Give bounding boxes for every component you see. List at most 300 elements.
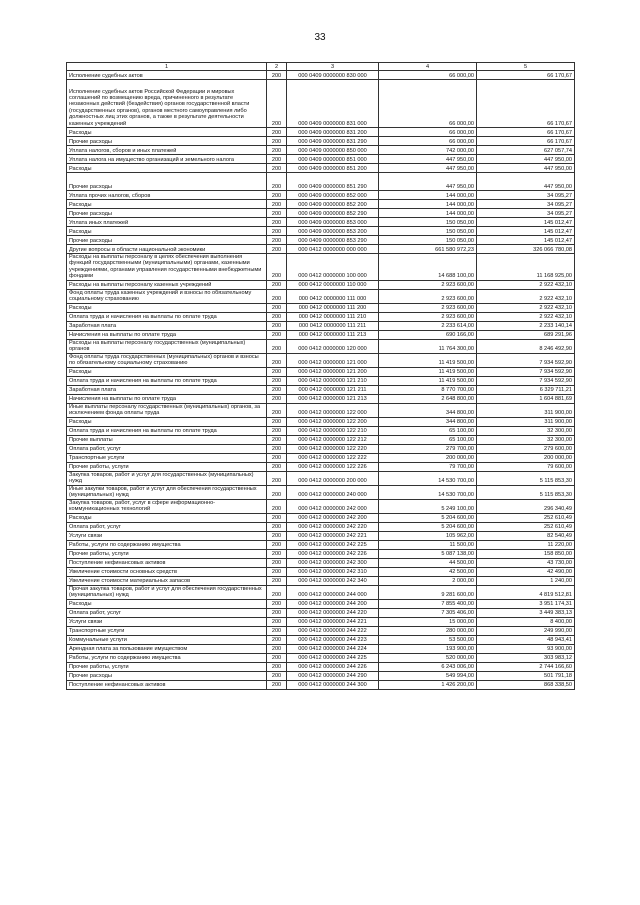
table-row <box>67 353 575 367</box>
row-name-cell: Прочие работы, услуги <box>67 462 267 471</box>
column-header-executed: 5 <box>477 63 575 71</box>
row-admin-code-cell: 200 <box>267 403 287 417</box>
row-admin-code-cell: 200 <box>267 80 287 128</box>
row-approved-amount-cell: 7 855 400,00 <box>379 599 477 608</box>
row-admin-code-cell: 200 <box>267 200 287 209</box>
row-admin-code-cell: 200 <box>267 227 287 236</box>
row-executed-amount-cell: 5 115 853,30 <box>477 471 575 485</box>
row-admin-code-cell: 200 <box>267 671 287 680</box>
table-row <box>67 312 575 321</box>
table-row <box>67 644 575 653</box>
row-name-cell: Уплата налога на имущество организаций и земельного налога <box>67 155 267 164</box>
row-executed-amount-cell: 145 012,47 <box>477 218 575 227</box>
row-approved-amount-cell: 7 305 406,00 <box>379 608 477 617</box>
row-admin-code-cell: 200 <box>267 376 287 385</box>
row-name-cell: Работы, услуги по содержанию имущества <box>67 653 267 662</box>
row-approved-amount-cell: 11 500,00 <box>379 540 477 549</box>
row-name-cell: Прочие выплаты <box>67 435 267 444</box>
row-budget-code-cell: 000 0412 0000000 244 220 <box>287 608 379 617</box>
row-admin-code-cell: 200 <box>267 321 287 330</box>
row-approved-amount-cell: 150 050,00 <box>379 236 477 245</box>
row-admin-code-cell: 200 <box>267 585 287 599</box>
row-executed-amount-cell: 82 540,49 <box>477 531 575 540</box>
row-name-cell: Уплата налогов, сборов и иных платежей <box>67 146 267 155</box>
row-admin-code-cell: 200 <box>267 522 287 531</box>
row-executed-amount-cell: 1 604 881,69 <box>477 394 575 403</box>
row-admin-code-cell: 200 <box>267 128 287 137</box>
row-budget-code-cell: 000 0412 0000000 244 200 <box>287 599 379 608</box>
table-row <box>67 146 575 155</box>
table-row <box>67 635 575 644</box>
row-admin-code-cell: 200 <box>267 254 287 281</box>
row-name-cell: Расходы <box>67 367 267 376</box>
table-body <box>67 71 575 690</box>
row-admin-code-cell: 200 <box>267 218 287 227</box>
row-executed-amount-cell: 4 819 512,81 <box>477 585 575 599</box>
row-admin-code-cell: 200 <box>267 303 287 312</box>
table-row <box>67 289 575 303</box>
row-approved-amount-cell: 144 000,00 <box>379 191 477 200</box>
row-budget-code-cell: 000 0409 0000000 831 290 <box>287 137 379 146</box>
row-admin-code-cell: 200 <box>267 485 287 499</box>
row-admin-code-cell: 200 <box>267 330 287 339</box>
row-executed-amount-cell: 3 449 383,13 <box>477 608 575 617</box>
table-row <box>67 236 575 245</box>
column-header-code: 3 <box>287 63 379 71</box>
row-approved-amount-cell: 144 000,00 <box>379 209 477 218</box>
row-name-cell: Расходы на выплаты персоналу казенных учреждений <box>67 280 267 289</box>
table-row <box>67 576 575 585</box>
row-budget-code-cell: 000 0412 0000000 242 340 <box>287 576 379 585</box>
row-name-cell: Прочие расходы <box>67 209 267 218</box>
row-name-cell: Закупка товаров, работ и услуг для государственных (муниципальных) нужд <box>67 471 267 485</box>
row-approved-amount-cell: 447 950,00 <box>379 155 477 164</box>
row-approved-amount-cell: 447 950,00 <box>379 173 477 191</box>
table-row <box>67 280 575 289</box>
row-name-cell: Прочие работы, услуги <box>67 662 267 671</box>
budget-execution-table <box>66 62 575 690</box>
row-executed-amount-cell: 145 012,47 <box>477 236 575 245</box>
row-executed-amount-cell: 868 338,50 <box>477 680 575 689</box>
row-name-cell: Другие вопросы в области национальной экономики <box>67 245 267 254</box>
table-row <box>67 558 575 567</box>
row-admin-code-cell: 200 <box>267 353 287 367</box>
row-approved-amount-cell: 44 500,00 <box>379 558 477 567</box>
row-name-cell: Прочие расходы <box>67 173 267 191</box>
row-approved-amount-cell: 11 419 500,00 <box>379 353 477 367</box>
row-name-cell: Заработная плата <box>67 321 267 330</box>
row-admin-code-cell: 200 <box>267 540 287 549</box>
row-approved-amount-cell: 8 770 700,00 <box>379 385 477 394</box>
row-admin-code-cell: 200 <box>267 155 287 164</box>
row-budget-code-cell: 000 0412 0000000 244 226 <box>287 662 379 671</box>
row-approved-amount-cell: 2 923 600,00 <box>379 280 477 289</box>
row-executed-amount-cell: 447 950,00 <box>477 164 575 173</box>
row-admin-code-cell: 200 <box>267 635 287 644</box>
row-name-cell: Расходы <box>67 200 267 209</box>
row-approved-amount-cell: 690 166,00 <box>379 330 477 339</box>
row-budget-code-cell: 000 0412 0000000 242 310 <box>287 567 379 576</box>
table-row <box>67 330 575 339</box>
row-admin-code-cell: 200 <box>267 435 287 444</box>
table-row <box>67 376 575 385</box>
row-admin-code-cell: 200 <box>267 209 287 218</box>
row-budget-code-cell: 000 0409 0000000 852 290 <box>287 209 379 218</box>
row-executed-amount-cell: 8 400,00 <box>477 617 575 626</box>
row-name-cell: Оплата труда и начисления на выплаты по оплате труда <box>67 376 267 385</box>
table-row <box>67 80 575 128</box>
row-name-cell: Коммунальные услуги <box>67 635 267 644</box>
row-approved-amount-cell: 11 419 500,00 <box>379 367 477 376</box>
row-approved-amount-cell: 65 100,00 <box>379 435 477 444</box>
row-approved-amount-cell: 150 050,00 <box>379 218 477 227</box>
row-admin-code-cell: 200 <box>267 339 287 353</box>
row-admin-code-cell: 200 <box>267 462 287 471</box>
row-admin-code-cell: 200 <box>267 558 287 567</box>
table-row <box>67 540 575 549</box>
row-executed-amount-cell: 66 170,67 <box>477 80 575 128</box>
table-row <box>67 531 575 540</box>
row-executed-amount-cell: 279 600,00 <box>477 444 575 453</box>
row-admin-code-cell: 200 <box>267 549 287 558</box>
row-admin-code-cell: 200 <box>267 644 287 653</box>
table-row <box>67 444 575 453</box>
table-row <box>67 209 575 218</box>
table-row <box>67 671 575 680</box>
table-row <box>67 567 575 576</box>
row-executed-amount-cell: 2 744 166,60 <box>477 662 575 671</box>
row-name-cell: Оплата работ, услуг <box>67 444 267 453</box>
row-budget-code-cell: 000 0412 0000000 111 213 <box>287 330 379 339</box>
row-executed-amount-cell: 303 983,12 <box>477 653 575 662</box>
row-budget-code-cell: 000 0412 0000000 244 223 <box>287 635 379 644</box>
row-budget-code-cell: 000 0412 0000000 121 213 <box>287 394 379 403</box>
row-name-cell: Расходы <box>67 417 267 426</box>
row-approved-amount-cell: 2 000,00 <box>379 576 477 585</box>
row-budget-code-cell: 000 0409 0000000 831 200 <box>287 128 379 137</box>
row-approved-amount-cell: 66 000,00 <box>379 71 477 80</box>
row-approved-amount-cell: 14 688 100,00 <box>379 254 477 281</box>
row-approved-amount-cell: 5 204 600,00 <box>379 522 477 531</box>
row-executed-amount-cell: 34 095,27 <box>477 191 575 200</box>
table-row <box>67 137 575 146</box>
row-budget-code-cell: 000 0412 0000000 244 300 <box>287 680 379 689</box>
table-row <box>67 245 575 254</box>
row-admin-code-cell: 200 <box>267 499 287 513</box>
row-executed-amount-cell: 501 791,18 <box>477 671 575 680</box>
row-budget-code-cell: 000 0412 0000000 242 225 <box>287 540 379 549</box>
row-name-cell: Уплата иных платежей <box>67 218 267 227</box>
row-budget-code-cell: 000 0409 0000000 851 290 <box>287 173 379 191</box>
row-approved-amount-cell: 11 764 300,00 <box>379 339 477 353</box>
row-executed-amount-cell: 252 610,49 <box>477 522 575 531</box>
row-executed-amount-cell: 2 922 432,10 <box>477 280 575 289</box>
row-budget-code-cell: 000 0409 0000000 852 200 <box>287 200 379 209</box>
row-budget-code-cell: 000 0412 0000000 244 225 <box>287 653 379 662</box>
row-name-cell: Увеличение стоимости материальных запасов <box>67 576 267 585</box>
row-budget-code-cell: 000 0412 0000000 000 000 <box>287 245 379 254</box>
row-executed-amount-cell: 93 900,00 <box>477 644 575 653</box>
row-approved-amount-cell: 742 000,00 <box>379 146 477 155</box>
row-executed-amount-cell: 7 934 592,90 <box>477 367 575 376</box>
row-name-cell: Фонд оплаты труда государственных (муниципальных) органов и взносы по обязательному социальному страхованию <box>67 353 267 367</box>
table-row <box>67 499 575 513</box>
row-executed-amount-cell: 7 934 592,90 <box>477 376 575 385</box>
row-budget-code-cell: 000 0412 0000000 122 210 <box>287 426 379 435</box>
column-header-admin: 2 <box>267 63 287 71</box>
row-name-cell: Расходы <box>67 128 267 137</box>
table-row <box>67 585 575 599</box>
row-executed-amount-cell: 6 329 711,21 <box>477 385 575 394</box>
row-budget-code-cell: 000 0409 0000000 853 000 <box>287 218 379 227</box>
row-budget-code-cell: 000 0412 0000000 122 220 <box>287 444 379 453</box>
row-name-cell: Фонд оплаты труда казенных учреждений и взносы по обязательному социальному страхованию <box>67 289 267 303</box>
row-admin-code-cell: 200 <box>267 444 287 453</box>
table-row <box>67 128 575 137</box>
row-approved-amount-cell: 279 700,00 <box>379 444 477 453</box>
row-name-cell: Транспортные услуги <box>67 626 267 635</box>
table-row <box>67 426 575 435</box>
row-executed-amount-cell: 11 168 925,00 <box>477 254 575 281</box>
row-name-cell: Прочие расходы <box>67 236 267 245</box>
row-budget-code-cell: 000 0412 0000000 244 290 <box>287 671 379 680</box>
row-name-cell: Начисления на выплаты по оплате труда <box>67 330 267 339</box>
row-executed-amount-cell: 627 057,74 <box>477 146 575 155</box>
row-name-cell: Оплата работ, услуг <box>67 608 267 617</box>
row-name-cell: Поступление нефинансовых активов <box>67 558 267 567</box>
table-row <box>67 549 575 558</box>
row-budget-code-cell: 000 0412 0000000 122 212 <box>287 435 379 444</box>
row-budget-code-cell: 000 0412 0000000 242 226 <box>287 549 379 558</box>
row-budget-code-cell: 000 0409 0000000 830 000 <box>287 71 379 80</box>
row-admin-code-cell: 200 <box>267 576 287 585</box>
table-row <box>67 155 575 164</box>
row-name-cell: Оплата труда и начисления на выплаты по оплате труда <box>67 426 267 435</box>
table-row <box>67 471 575 485</box>
row-executed-amount-cell: 5 115 853,30 <box>477 485 575 499</box>
row-name-cell: Оплата труда и начисления на выплаты по оплате труда <box>67 312 267 321</box>
row-approved-amount-cell: 520 000,00 <box>379 653 477 662</box>
table-header-row <box>67 63 575 71</box>
row-executed-amount-cell: 66 170,67 <box>477 71 575 80</box>
row-approved-amount-cell: 2 923 600,00 <box>379 289 477 303</box>
table-row <box>67 435 575 444</box>
row-budget-code-cell: 000 0412 0000000 111 210 <box>287 312 379 321</box>
table-row <box>67 227 575 236</box>
row-approved-amount-cell: 14 530 700,00 <box>379 485 477 499</box>
row-approved-amount-cell: 200 000,00 <box>379 453 477 462</box>
row-admin-code-cell: 200 <box>267 394 287 403</box>
row-approved-amount-cell: 42 500,00 <box>379 567 477 576</box>
row-budget-code-cell: 000 0412 0000000 110 000 <box>287 280 379 289</box>
row-admin-code-cell: 200 <box>267 426 287 435</box>
row-executed-amount-cell: 249 990,00 <box>477 626 575 635</box>
table-row <box>67 71 575 80</box>
row-name-cell: Транспортные услуги <box>67 453 267 462</box>
column-header-name: 1 <box>67 63 267 71</box>
row-executed-amount-cell: 2 922 432,10 <box>477 289 575 303</box>
table-row <box>67 254 575 281</box>
row-admin-code-cell: 200 <box>267 236 287 245</box>
row-name-cell: Уплата прочих налогов, сборов <box>67 191 267 200</box>
row-budget-code-cell: 000 0409 0000000 851 000 <box>287 155 379 164</box>
row-name-cell: Прочая закупка товаров, работ и услуг для обеспечения государственных (муниципальных) нужд <box>67 585 267 599</box>
row-executed-amount-cell: 3 951 174,31 <box>477 599 575 608</box>
row-executed-amount-cell: 34 095,27 <box>477 209 575 218</box>
row-executed-amount-cell: 2 922 432,10 <box>477 303 575 312</box>
row-executed-amount-cell: 252 610,49 <box>477 513 575 522</box>
row-executed-amount-cell: 8 246 492,90 <box>477 339 575 353</box>
row-admin-code-cell: 200 <box>267 312 287 321</box>
table-row <box>67 608 575 617</box>
row-name-cell: Прочие расходы <box>67 137 267 146</box>
row-name-cell: Работы, услуги по содержанию имущества <box>67 540 267 549</box>
row-budget-code-cell: 000 0412 0000000 121 210 <box>287 376 379 385</box>
table-row <box>67 385 575 394</box>
row-name-cell: Начисления на выплаты по оплате труда <box>67 394 267 403</box>
table-row <box>67 173 575 191</box>
row-executed-amount-cell: 32 300,00 <box>477 435 575 444</box>
row-admin-code-cell: 200 <box>267 385 287 394</box>
row-executed-amount-cell: 2 233 140,14 <box>477 321 575 330</box>
row-executed-amount-cell: 34 095,27 <box>477 200 575 209</box>
row-admin-code-cell: 200 <box>267 146 287 155</box>
row-approved-amount-cell: 193 900,00 <box>379 644 477 653</box>
row-budget-code-cell: 000 0412 0000000 244 222 <box>287 626 379 635</box>
row-budget-code-cell: 000 0412 0000000 122 222 <box>287 453 379 462</box>
row-budget-code-cell: 000 0412 0000000 240 000 <box>287 485 379 499</box>
row-budget-code-cell: 000 0409 0000000 852 000 <box>287 191 379 200</box>
row-budget-code-cell: 000 0412 0000000 121 211 <box>287 385 379 394</box>
row-admin-code-cell: 200 <box>267 164 287 173</box>
row-executed-amount-cell: 311 900,00 <box>477 417 575 426</box>
row-approved-amount-cell: 280 000,00 <box>379 626 477 635</box>
row-executed-amount-cell: 311 900,00 <box>477 403 575 417</box>
row-budget-code-cell: 000 0412 0000000 242 300 <box>287 558 379 567</box>
table-row <box>67 339 575 353</box>
row-admin-code-cell: 200 <box>267 280 287 289</box>
row-name-cell: Арендная плата за пользование имуществом <box>67 644 267 653</box>
table-row <box>67 321 575 330</box>
row-name-cell: Расходы <box>67 599 267 608</box>
row-budget-code-cell: 000 0412 0000000 122 226 <box>287 462 379 471</box>
row-executed-amount-cell: 158 850,00 <box>477 549 575 558</box>
row-approved-amount-cell: 6 243 006,00 <box>379 662 477 671</box>
row-executed-amount-cell: 689 291,96 <box>477 330 575 339</box>
table-row <box>67 522 575 531</box>
row-admin-code-cell: 200 <box>267 680 287 689</box>
table-row <box>67 164 575 173</box>
row-budget-code-cell: 000 0412 0000000 200 000 <box>287 471 379 485</box>
row-budget-code-cell: 000 0412 0000000 244 221 <box>287 617 379 626</box>
row-budget-code-cell: 000 0412 0000000 111 200 <box>287 303 379 312</box>
row-executed-amount-cell: 200 000,00 <box>477 453 575 462</box>
row-admin-code-cell: 200 <box>267 513 287 522</box>
row-name-cell: Заработная плата <box>67 385 267 394</box>
row-name-cell: Услуги связи <box>67 531 267 540</box>
row-name-cell: Расходы <box>67 303 267 312</box>
row-budget-code-cell: 000 0409 0000000 853 200 <box>287 227 379 236</box>
row-approved-amount-cell: 53 500,00 <box>379 635 477 644</box>
row-budget-code-cell: 000 0412 0000000 242 220 <box>287 522 379 531</box>
row-budget-code-cell: 000 0412 0000000 121 000 <box>287 353 379 367</box>
row-executed-amount-cell: 145 012,47 <box>477 227 575 236</box>
row-approved-amount-cell: 66 000,00 <box>379 80 477 128</box>
row-admin-code-cell: 200 <box>267 662 287 671</box>
row-admin-code-cell: 200 <box>267 567 287 576</box>
row-executed-amount-cell: 296 340,49 <box>477 499 575 513</box>
row-approved-amount-cell: 2 923 600,00 <box>379 312 477 321</box>
table-row <box>67 599 575 608</box>
row-approved-amount-cell: 344 800,00 <box>379 403 477 417</box>
row-name-cell: Исполнение судебных актов <box>67 71 267 80</box>
row-approved-amount-cell: 105 962,00 <box>379 531 477 540</box>
row-admin-code-cell: 200 <box>267 245 287 254</box>
table-row <box>67 417 575 426</box>
row-admin-code-cell: 200 <box>267 71 287 80</box>
row-name-cell: Иные выплаты персоналу государственных (муниципальных) органов, за исключением фонда оплаты труда <box>67 403 267 417</box>
row-admin-code-cell: 200 <box>267 599 287 608</box>
row-approved-amount-cell: 150 050,00 <box>379 227 477 236</box>
row-budget-code-cell: 000 0412 0000000 120 000 <box>287 339 379 353</box>
row-budget-code-cell: 000 0412 0000000 244 224 <box>287 644 379 653</box>
row-approved-amount-cell: 661 580 972,23 <box>379 245 477 254</box>
row-approved-amount-cell: 2 923 600,00 <box>379 303 477 312</box>
row-name-cell: Расходы <box>67 227 267 236</box>
row-approved-amount-cell: 5 087 138,00 <box>379 549 477 558</box>
row-name-cell: Увеличение стоимости основных средств <box>67 567 267 576</box>
row-budget-code-cell: 000 0412 0000000 100 000 <box>287 254 379 281</box>
table-row <box>67 680 575 689</box>
table-row <box>67 303 575 312</box>
row-executed-amount-cell: 11 220,00 <box>477 540 575 549</box>
row-approved-amount-cell: 447 950,00 <box>379 164 477 173</box>
table-row <box>67 513 575 522</box>
table-row <box>67 218 575 227</box>
row-budget-code-cell: 000 0412 0000000 244 000 <box>287 585 379 599</box>
table-row <box>67 367 575 376</box>
row-approved-amount-cell: 2 233 614,00 <box>379 321 477 330</box>
column-header-approved: 4 <box>379 63 477 71</box>
row-approved-amount-cell: 549 994,00 <box>379 671 477 680</box>
row-executed-amount-cell: 66 170,67 <box>477 137 575 146</box>
row-executed-amount-cell: 48 943,41 <box>477 635 575 644</box>
row-admin-code-cell: 200 <box>267 608 287 617</box>
table-row <box>67 662 575 671</box>
row-budget-code-cell: 000 0412 0000000 122 000 <box>287 403 379 417</box>
row-approved-amount-cell: 11 419 500,00 <box>379 376 477 385</box>
row-budget-code-cell: 000 0412 0000000 121 200 <box>287 367 379 376</box>
row-name-cell: Закупка товаров, работ, услуг в сфере информационно-коммуникационных технологий <box>67 499 267 513</box>
row-executed-amount-cell: 32 300,00 <box>477 426 575 435</box>
table-row <box>67 462 575 471</box>
row-admin-code-cell: 200 <box>267 137 287 146</box>
row-name-cell: Расходы <box>67 164 267 173</box>
row-budget-code-cell: 000 0409 0000000 831 000 <box>287 80 379 128</box>
row-executed-amount-cell: 43 730,00 <box>477 558 575 567</box>
row-admin-code-cell: 200 <box>267 531 287 540</box>
row-name-cell: Прочие расходы <box>67 671 267 680</box>
row-admin-code-cell: 200 <box>267 453 287 462</box>
row-budget-code-cell: 000 0412 0000000 242 200 <box>287 513 379 522</box>
row-admin-code-cell: 200 <box>267 289 287 303</box>
row-admin-code-cell: 200 <box>267 173 287 191</box>
table-row <box>67 191 575 200</box>
row-budget-code-cell: 000 0412 0000000 242 221 <box>287 531 379 540</box>
row-budget-code-cell: 000 0412 0000000 242 000 <box>287 499 379 513</box>
row-executed-amount-cell: 1 240,00 <box>477 576 575 585</box>
row-admin-code-cell: 200 <box>267 191 287 200</box>
